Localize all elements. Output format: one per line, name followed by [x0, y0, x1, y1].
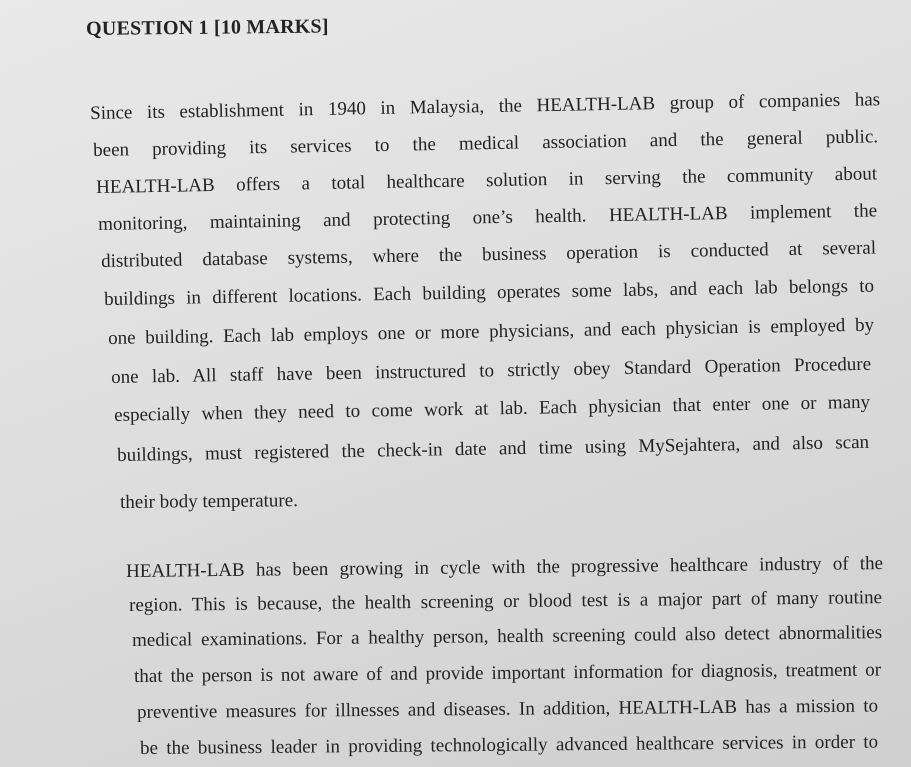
- paragraph-line: one lab. All staff have been instructured to strictly obey Standard Operation Procedure: [110, 353, 872, 388]
- paragraph-line: that the person is not aware of and provide important information for diagnosis, treatment or: [133, 659, 882, 687]
- paragraph-line: buildings, must registered the check-in date and time using MySejahtera, and also scan: [116, 431, 870, 466]
- paragraph-line: been providing its services to the medical association and the general public.: [92, 126, 879, 161]
- paragraph-line: distributed database systems, where the business operation is conducted at several: [100, 237, 877, 272]
- paragraph-line: HEALTH-LAB has been growing in cycle with the progressive healthcare industry of the: [125, 553, 884, 582]
- paragraph-line: be the business leader in providing technologically advanced healthcare services in order to: [139, 731, 879, 759]
- paragraph-line: HEALTH-LAB offers a total healthcare solution in serving the community about: [95, 163, 878, 198]
- paragraph-line: preventive measures for illnesses and diseases. In addition, HEALTH-LAB has a mission to: [136, 695, 879, 723]
- paragraph-line: one building. Each lab employs one or more physicians, and each physician is employed by: [107, 314, 875, 349]
- paragraph-line: region. This is because, the health screening or blood test is a major part of many routine: [128, 587, 883, 616]
- paragraph-line: their body temperature.: [119, 490, 298, 513]
- question-title: QUESTION 1 [10 MARKS]: [86, 15, 329, 40]
- paragraph-line: medical examinations. For a healthy person, health screening could also detect abnormalities: [131, 622, 883, 651]
- paragraph-line: Since its establishment in 1940 in Malaysia, the HEALTH-LAB group of companies has: [89, 89, 881, 124]
- paragraph-line: monitoring, maintaining and protecting one’s health. HEALTH-LAB implement the: [97, 200, 878, 235]
- paragraph-line: especially when they need to come work at lab. Each physician that enter one or many: [113, 391, 871, 426]
- paragraph-line: buildings in different locations. Each building operates some labs, and each lab belongs to: [103, 275, 875, 310]
